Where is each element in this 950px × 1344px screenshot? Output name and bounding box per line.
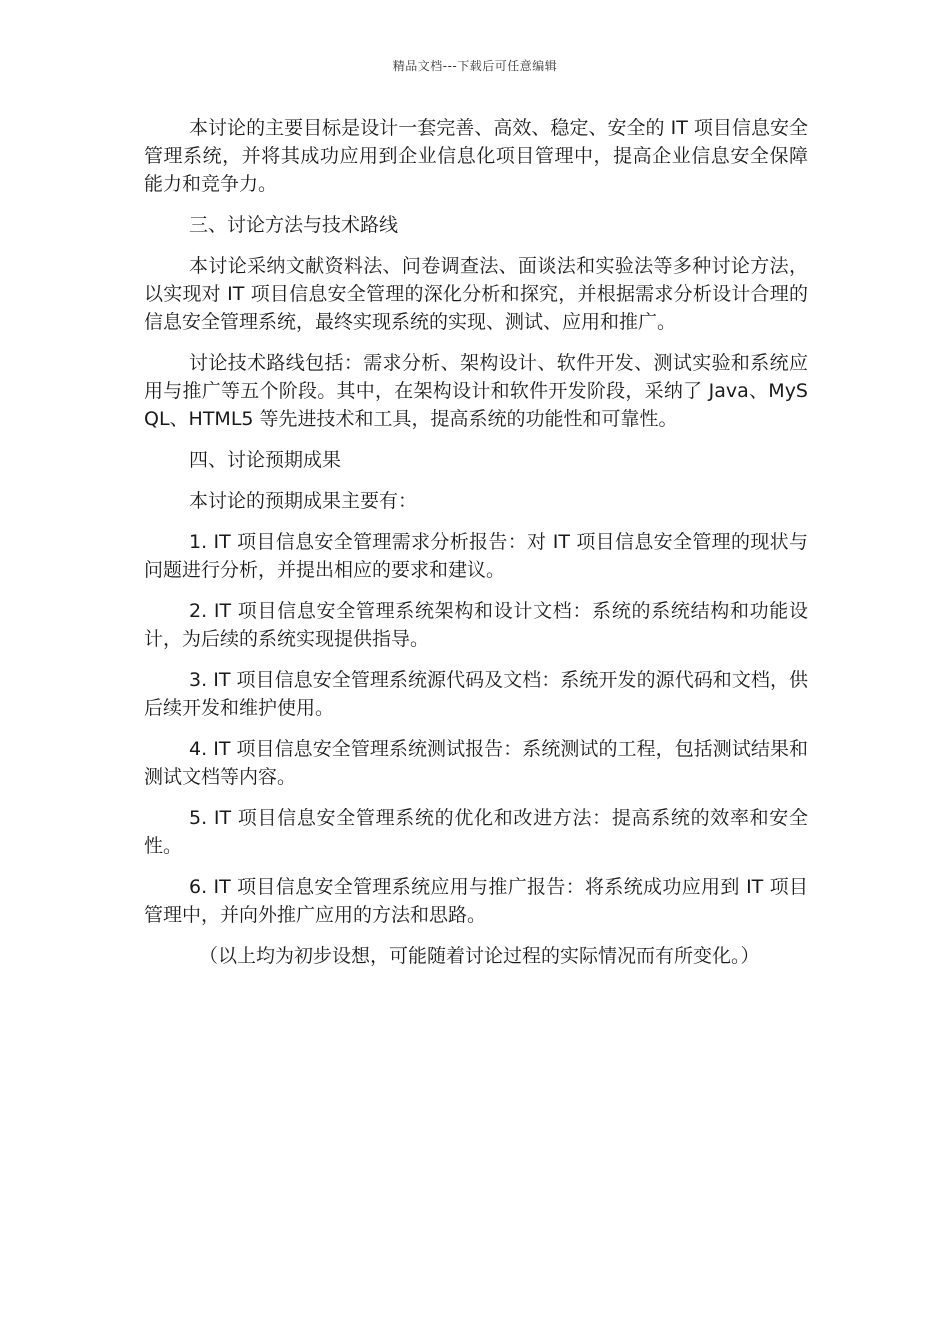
outcome-item-2: 2. IT 项目信息安全管理系统架构和设计文档：系统的系统结构和功能设计，为后续的系统实现提供指导。 (144, 600, 808, 650)
paragraph-outcomes-intro: 本讨论的预期成果主要有： (189, 490, 418, 512)
document-body (144, 114, 808, 983)
outcome-item-5: 5. IT 项目信息安全管理系统的优化和改进方法：提高系统的效率和安全性。 (144, 807, 808, 857)
section-heading-outcomes: 四、讨论预期成果 (189, 449, 342, 471)
page-header: 精品文档---下载后可任意编辑 (392, 59, 558, 73)
paragraph-methods: 本讨论采纳文献资料法、问卷调查法、面谈法和实验法等多种讨论方法，以实现对 IT 项目信息安全管理的深化分析和探究，并根据需求分析设计合理的信息安全管理系统，最终实现系统的实现、测试、应用和推广。 (144, 255, 808, 333)
paragraph-goal: 本讨论的主要目标是设计一套完善、高效、稳定、安全的 IT 项目信息安全管理系统，并将其成功应用到企业信息化项目管理中，提高企业信息安全保障能力和竞争力。 (144, 117, 808, 195)
outcome-item-1: 1. IT 项目信息安全管理需求分析报告：对 IT 项目信息安全管理的现状与问题进行分析，并提出相应的要求和建议。 (144, 531, 808, 581)
outcome-item-6: 6. IT 项目信息安全管理系统应用与推广报告：将系统成功应用到 IT 项目管理中，并向外推广应用的方法和思路。 (144, 876, 808, 926)
closing-note: （以上均为初步设想，可能随着讨论过程的实际情况而有所变化。） (199, 945, 760, 967)
outcome-item-3: 3. IT 项目信息安全管理系统源代码及文档：系统开发的源代码和文档，供后续开发和维护使用。 (144, 669, 808, 719)
outcome-item-4: 4. IT 项目信息安全管理系统测试报告：系统测试的工程，包括测试结果和测试文档等内容。 (144, 738, 808, 788)
section-heading-methods: 三、讨论方法与技术路线 (189, 214, 399, 236)
paragraph-technical-route: 讨论技术路线包括：需求分析、架构设计、软件开发、测试实验和系统应用与推广等五个阶段。其中，在架构设计和软件开发阶段，采纳了 Java、MySQL、HTML5 等先进技术和工具，提高系统的功能性和可靠性。 (144, 352, 808, 430)
